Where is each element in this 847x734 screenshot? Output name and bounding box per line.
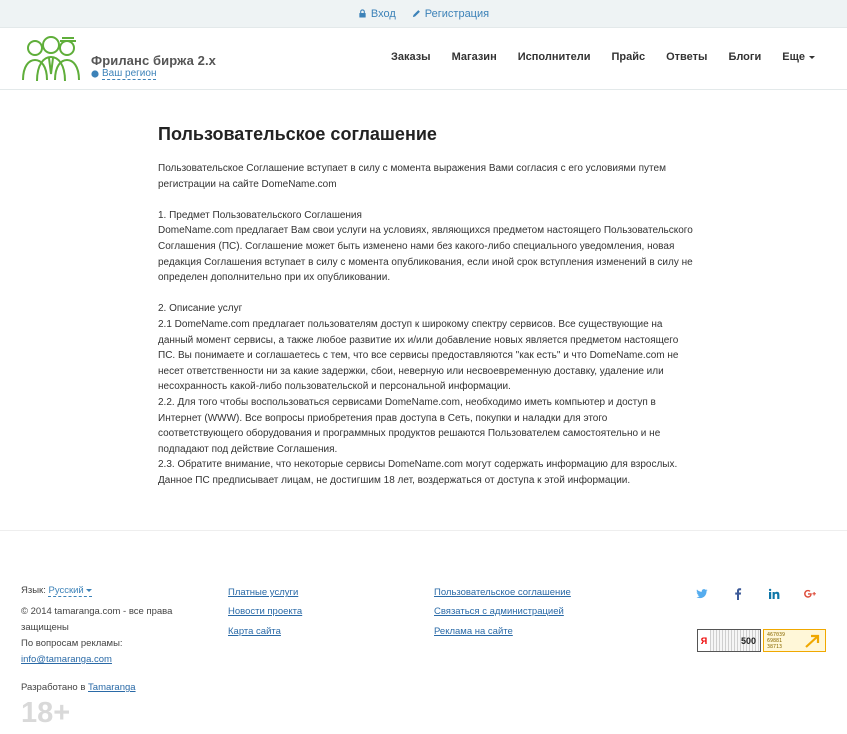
ads-label: По вопросам рекламы: (21, 638, 123, 649)
footer-link-sitemap[interactable]: Карта сайта (228, 625, 281, 637)
text-line: DomeName.com предлагает Вам свои услуги на условиях, являющихся предметом настоящего Пользовательского (158, 225, 693, 237)
site-title[interactable]: Фриланс биржа 2.x (91, 53, 216, 68)
social-links (694, 586, 818, 602)
age-rating-badge: 18+ (21, 697, 71, 729)
section-1-paragraph (158, 208, 693, 286)
footer-info-column (21, 583, 201, 696)
section-2-paragraph (158, 301, 693, 488)
footer-link-paid-services[interactable]: Платные услуги (228, 587, 299, 598)
text-line: регистрации на сайте DomeName.com (158, 178, 337, 190)
footer-link-agreement[interactable]: Пользовательское соглашение (434, 587, 571, 598)
page-title: Пользовательское соглашение (158, 124, 437, 144)
nav-price[interactable]: Прайс (611, 51, 646, 63)
footer-link-advertising[interactable]: Реклама на сайте (434, 625, 513, 637)
footer-divider (0, 530, 847, 531)
text-line: 2.1 DomeName.com предлагает пользователям доступ к широкому спектру сервисов. Все существующие на (158, 318, 663, 330)
counter-digits (767, 632, 785, 650)
counter-digits-line: 467039 (767, 631, 786, 638)
developer-link[interactable]: Tamaranga (88, 682, 136, 693)
text-line: 2.3. Обратите внимание, что некоторые сервисы DomeName.com могут содержать информацию для взрослых. (158, 459, 678, 471)
lock-icon (358, 9, 367, 18)
counter-digits-line: 69881 (767, 637, 783, 644)
counter-digits-line: 38713 (767, 643, 783, 650)
contact-email-link[interactable]: info@tamaranga.com (21, 654, 112, 665)
counter-value: 500 (710, 630, 760, 651)
facebook-icon[interactable] (730, 586, 746, 602)
text-line: Данное ПС предписывает лицам, не достигшим 18 лет, воздержаться от доступа к этой информации. (158, 474, 631, 486)
logo-people-icon[interactable] (20, 34, 82, 82)
nav-more[interactable] (782, 51, 815, 63)
main-nav (391, 51, 815, 63)
nav-freelancers[interactable]: Исполнители (517, 51, 591, 63)
nav-answers[interactable]: Ответы (666, 51, 708, 63)
text-line: Интернет (WWW). Все вопросы приобретения прав доступа в Сеть, покупки и наладки для этого (158, 412, 608, 424)
register-link[interactable] (412, 8, 489, 20)
section-heading: 1. Предмет Пользовательского Соглашения (158, 209, 362, 221)
globe-icon (91, 70, 99, 78)
login-label: Вход (370, 7, 396, 20)
nav-orders[interactable]: Заказы (390, 51, 431, 63)
register-label: Регистрация (424, 7, 490, 20)
liveinternet-counter-badge[interactable] (763, 629, 826, 652)
twitter-icon[interactable] (694, 586, 710, 602)
copyright-line: защищены (21, 622, 69, 633)
nav-blogs[interactable]: Блоги (728, 51, 762, 63)
region-label: Ваш регион (102, 68, 157, 79)
footer-link-news[interactable]: Новости проекта (228, 606, 303, 618)
pencil-icon (412, 9, 421, 18)
text-line: соответствующего оборудования и программных продуктов решаются Пользователем самостоятельно и не (158, 428, 661, 440)
footer-links-column-2 (434, 583, 571, 641)
developer-label: Разработано в (21, 682, 86, 693)
text-line: подпадают под действие Соглашения. (158, 443, 338, 455)
developer-row (21, 680, 201, 696)
text-line: Соглашения (ПС). Соглашение может быть изменено нами без какого-либо специального уведомления, новая (158, 240, 675, 252)
text-line: определен дополнительно при их опубликовании. (158, 272, 391, 284)
chevron-down-icon (86, 589, 92, 592)
footer-links-column-1 (228, 583, 302, 641)
language-selector[interactable] (48, 585, 91, 597)
section-heading: 2. Описание услуг (158, 303, 243, 315)
nav-more-label: Еще (782, 51, 805, 63)
agreement-content (158, 124, 693, 504)
text-line: данный момент сервисы, а также любое развитие их и/или добавление новых является предметом настоящего (158, 334, 679, 346)
language-label: Язык: (21, 585, 46, 596)
text-line: несохранность какой-либо пользовательской и персональной информации. (158, 381, 511, 393)
linkedin-icon[interactable] (766, 586, 782, 602)
text-line: ПС. Вы понимаете и соглашаетесь с тем, что все сервисы предоставляются "как есть" и что DomeName.com не (158, 350, 679, 362)
text-line: 2.2. Для того чтобы воспользоваться сервисами DomeName.com, необходимо иметь компьютер и доступ в (158, 396, 656, 408)
yandex-counter-badge[interactable] (697, 629, 761, 652)
language-value: Русский (48, 585, 84, 596)
chevron-down-icon (809, 56, 815, 59)
site-header (0, 28, 847, 90)
text-line: редакция Соглашения вступает в силу с момента опубликования, если иной срок вступления изменений в силу не (158, 256, 693, 268)
google-plus-icon[interactable] (802, 586, 818, 602)
region-selector[interactable] (91, 68, 156, 80)
top-bar (0, 0, 847, 28)
login-link[interactable] (358, 8, 396, 20)
text-line: Пользовательское Соглашение вступает в силу с момента выражения Вами согласия с его условиями путем (158, 163, 666, 174)
copyright-line: © 2014 tamaranga.com - все права (21, 606, 173, 617)
footer-link-contact-admin[interactable]: Связаться с администрацией (434, 606, 564, 618)
arrow-icon (804, 633, 822, 649)
text-line: несет ответственности ни за какие задержки, сбои, неверную или несвоевременную доставку, удаление или (158, 365, 664, 377)
nav-shop[interactable]: Магазин (451, 51, 497, 63)
language-row (21, 583, 201, 599)
intro-paragraph (158, 161, 693, 192)
yandex-brand: Я (700, 635, 708, 646)
